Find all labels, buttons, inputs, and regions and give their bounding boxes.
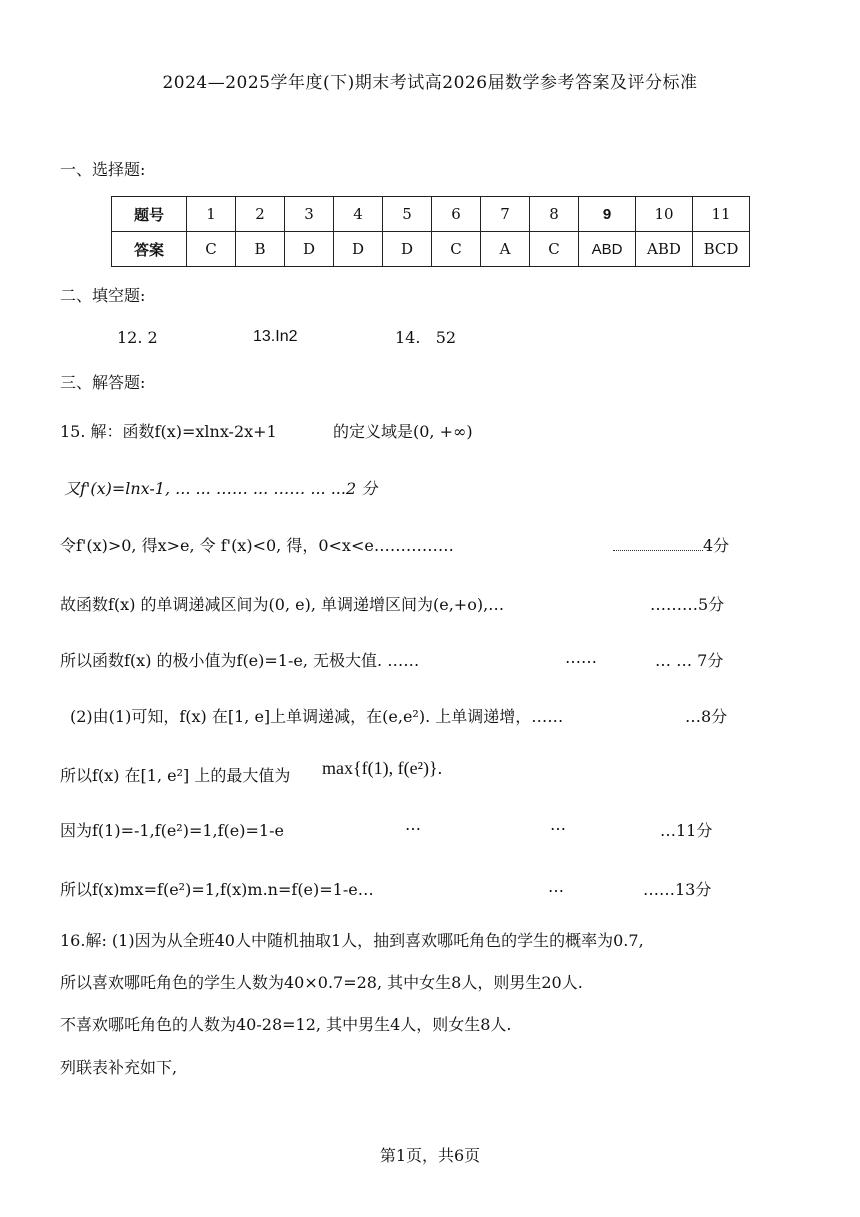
- q15-line-6a: (2)由(1)可知，f(x) 在[1, e]上单调递减，在(e,e²). 上单调递增，……: [70, 707, 564, 726]
- q15-line-1b: 的定义域是(0, +∞): [333, 422, 473, 441]
- fill-answer-14: 14. 52: [395, 328, 457, 347]
- q15-line-3-score: 4分: [613, 533, 729, 556]
- q15-line-2: 又f'(x)=lnx-1, ... ... …… ... …… ... ...2 分: [64, 479, 378, 498]
- q15-line-3a: 令f'(x)>0, 得x>e, 令 f'(x)<0, 得，0<x<e……………: [60, 536, 454, 555]
- q15-line-1a: 15. 解：函数f(x)=xlnx-2x+1: [60, 422, 277, 441]
- q15-line-5-score: … … 7分: [655, 651, 724, 670]
- q15-line-4-score: ………5分: [650, 595, 725, 614]
- table-cell: D: [334, 232, 383, 267]
- q15-line-8b: …: [405, 815, 421, 834]
- table-header-answer: 答案: [112, 232, 187, 267]
- table-cell: 10: [636, 197, 693, 232]
- q15-line-9b: …: [548, 877, 564, 896]
- page-footer: 第1页，共6页: [379, 1146, 481, 1165]
- fill-answer-13: 13.In2: [253, 328, 298, 345]
- table-cell: 4: [334, 197, 383, 232]
- section-heading-solve: 三、解答题:: [60, 373, 146, 392]
- table-header-number: 题号: [112, 197, 187, 232]
- table-cell: C: [432, 232, 481, 267]
- table-row-numbers: [112, 197, 750, 232]
- q15-line-8a: 因为f(1)=-1,f(e²)=1,f(e)=1-e: [60, 821, 284, 840]
- table-cell: C: [187, 232, 236, 267]
- table-cell: BCD: [693, 232, 750, 267]
- table-cell: 3: [285, 197, 334, 232]
- table-cell: 5: [383, 197, 432, 232]
- table-cell: D: [285, 232, 334, 267]
- q15-line-9a: 所以f(x)mx=f(e²)=1,f(x)m.n=f(e)=1-e…: [60, 880, 374, 899]
- table-cell: 9: [579, 197, 636, 232]
- q16-line-1: 16.解: (1)因为从全班40人中随机抽取1人，抽到喜欢哪吒角色的学生的概率为0.7,: [60, 931, 644, 950]
- q15-line-8c: …: [550, 815, 566, 834]
- q16-line-3: 不喜欢哪吒角色的人数为40-28=12, 其中男生4人，则女生8人.: [60, 1015, 512, 1034]
- table-row-answers: [112, 232, 750, 267]
- table-cell: 7: [481, 197, 530, 232]
- q16-line-4: 列联表补充如下,: [60, 1058, 178, 1077]
- q15-line-5a: 所以函数f(x) 的极小值为f(e)=1-e, 无极大值. ……: [60, 651, 420, 670]
- q16-line-2: 所以喜欢哪吒角色的学生人数为40×0.7=28, 其中女生8人，则男生20人.: [60, 973, 583, 992]
- table-cell: A: [481, 232, 530, 267]
- section-heading-fill: 二、填空题:: [60, 286, 146, 305]
- table-cell: 2: [236, 197, 285, 232]
- table-cell: C: [530, 232, 579, 267]
- table-cell: ABD: [579, 232, 636, 267]
- q15-line-8-score: …11分: [660, 821, 713, 840]
- table-cell: 11: [693, 197, 750, 232]
- answer-table: [111, 196, 750, 267]
- q15-line-5b: ……: [565, 648, 597, 667]
- q15-line-6-score: …8分: [685, 707, 728, 726]
- fill-answer-12: 12. 2: [117, 328, 158, 347]
- page-title: 2024—2025学年度(下)期末考试高2026届数学参考答案及评分标准: [162, 73, 698, 93]
- section-heading-choice: 一、选择题:: [60, 160, 146, 179]
- table-cell: D: [383, 232, 432, 267]
- q15-line-4a: 故函数f(x) 的单调递减区间为(0, e), 单调递增区间为(e,+o),…: [60, 595, 505, 614]
- max-formula: max{f(1), f(e²)}.: [322, 758, 443, 778]
- dotted-leader: [613, 538, 703, 551]
- table-cell: 6: [432, 197, 481, 232]
- q15-line-7a: 所以f(x) 在[1, e²] 上的最大值为: [60, 766, 291, 785]
- table-cell: 1: [187, 197, 236, 232]
- table-cell: 8: [530, 197, 579, 232]
- q15-line-9-score: ……13分: [643, 880, 712, 899]
- table-cell: ABD: [636, 232, 693, 267]
- table-cell: B: [236, 232, 285, 267]
